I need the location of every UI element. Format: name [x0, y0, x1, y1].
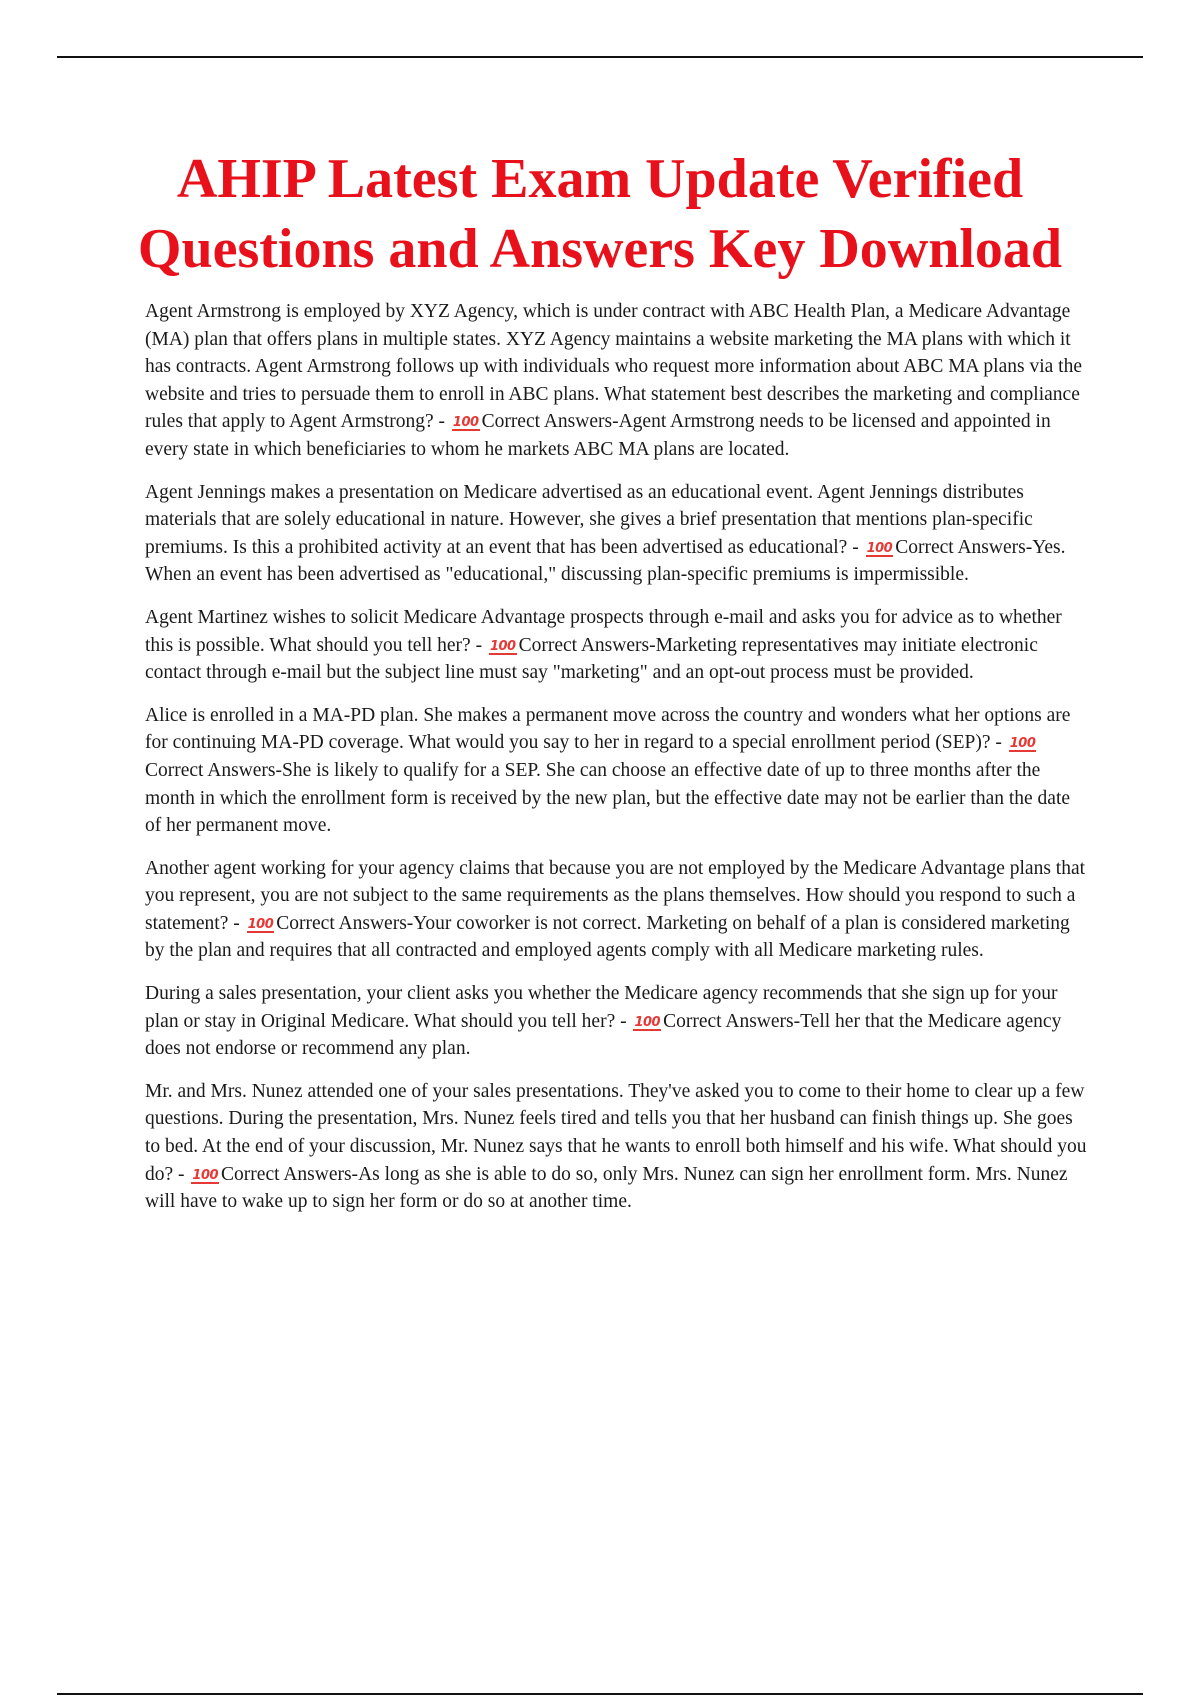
qa-item: [145, 702, 1090, 840]
answer-text: Tell her that the Medicare agency does not endorse or recommend any plan.: [145, 1010, 1062, 1060]
page-title: [100, 144, 1100, 284]
qa-item: [145, 855, 1090, 965]
qa-item: [145, 479, 1090, 589]
hundred-points-icon: 100: [192, 1167, 219, 1183]
answer-prefix: Correct Answers-: [663, 1010, 801, 1032]
question-text: Agent Martinez wishes to solicit Medicare Advantage prospects through e-mail and asks you for advice as to whether this is possible. What should you tell her? -: [145, 606, 1062, 656]
qa-item: [145, 980, 1090, 1063]
answer-prefix: Correct Answers-: [518, 634, 656, 656]
answer-text: Marketing representatives may initiate electronic contact through e-mail but the subject line must say "marketing" and an opt-out process must be provided.: [145, 634, 1038, 684]
answer-prefix: Correct Answers-: [145, 759, 283, 781]
qa-item: [145, 1078, 1090, 1216]
bottom-divider: [57, 1693, 1143, 1695]
answer-text: Yes. When an event has been advertised as "educational," discussing plan-specific premiums is impermissible.: [145, 536, 1066, 586]
question-text: Alice is enrolled in a MA-PD plan. She makes a permanent move across the country and wonders what her options are for continuing MA-PD coverage. What would you say to her in regard to a special enrollment period (SEP)? -: [145, 704, 1071, 754]
title-line-2: Questions and Answers Key Download: [137, 218, 1063, 280]
hundred-points-icon: 100: [634, 1014, 661, 1030]
hundred-points-icon: 100: [452, 415, 479, 431]
answer-prefix: Correct Answers-: [276, 912, 414, 934]
qa-item: [145, 604, 1090, 687]
question-text: Another agent working for your agency claims that because you are not employed by the Medicare Advantage plans that you represent, you are not subject to the same requirements as the plans themselves. How should you respond to such a statement? -: [145, 857, 1086, 934]
question-text: Agent Armstrong is employed by XYZ Agency, which is under contract with ABC Health Plan, a Medicare Advantage (MA) plan that offers plans in multiple states. XYZ Agency maintains a website marketing the MA plans with which it has contracts. Agent Armstrong follows up with individuals who request more information about ABC MA plans via the website and tries to persuade them to enroll in ABC plans. What statement best describes the marketing and compliance rules that apply to Agent Armstrong? -: [145, 301, 1082, 433]
answer-text: As long as she is able to do so, only Mrs. Nunez can sign her enrollment form. Mrs. Nunez will have to wake up to sign her form or do so at another time.: [145, 1163, 1068, 1213]
answer-text: Your coworker is not correct. Marketing on behalf of a plan is considered marketing by the plan and requires that all contracted and employed agents comply with all Medicare marketing rules.: [145, 912, 1070, 962]
answer-prefix: Correct Answers-: [221, 1163, 359, 1185]
answer-text: She is likely to qualify for a SEP. She can choose an effective date of up to three months after the month in which the enrollment form is received by the new plan, but the effective date may not be earlier than the date of her permanent move.: [145, 759, 1071, 837]
hundred-points-icon: 100: [866, 540, 893, 556]
title-line-1: AHIP Latest Exam Update Verified: [176, 148, 1024, 210]
question-text: Mr. and Mrs. Nunez attended one of your sales presentations. They've asked you to come to their home to clear up a few questions. During the presentation, Mrs. Nunez feels tired and tells you that her husband can finish things up. She goes to bed. At the end of your discussion, Mr. Nunez says that he wants to enroll both himself and his wife. What should you do? -: [145, 1080, 1087, 1185]
answer-prefix: Correct Answers-: [895, 536, 1033, 558]
question-text: Agent Jennings makes a presentation on Medicare advertised as an educational event. Agent Jennings distributes materials that are solely educational in nature. However, she gives a brief presentation that mentions plan-specific premiums. Is this a prohibited activity at an event that has been advertised as educational? -: [145, 481, 1033, 558]
hundred-points-icon: 100: [1009, 736, 1036, 752]
answer-text: Agent Armstrong needs to be licensed and appointed in every state in which beneficiaries to whom he markets ABC MA plans are located.: [145, 411, 1051, 460]
hundred-points-icon: 100: [247, 916, 274, 932]
top-divider: [57, 56, 1143, 58]
qa-list: [145, 298, 1090, 1231]
hundred-points-icon: 100: [489, 638, 516, 654]
question-text: During a sales presentation, your client asks you whether the Medicare agency recommends that she sign up for your plan or stay in Original Medicare. What should you tell her? -: [145, 983, 1058, 1032]
answer-prefix: Correct Answers-: [481, 411, 619, 433]
qa-item: [145, 298, 1090, 464]
